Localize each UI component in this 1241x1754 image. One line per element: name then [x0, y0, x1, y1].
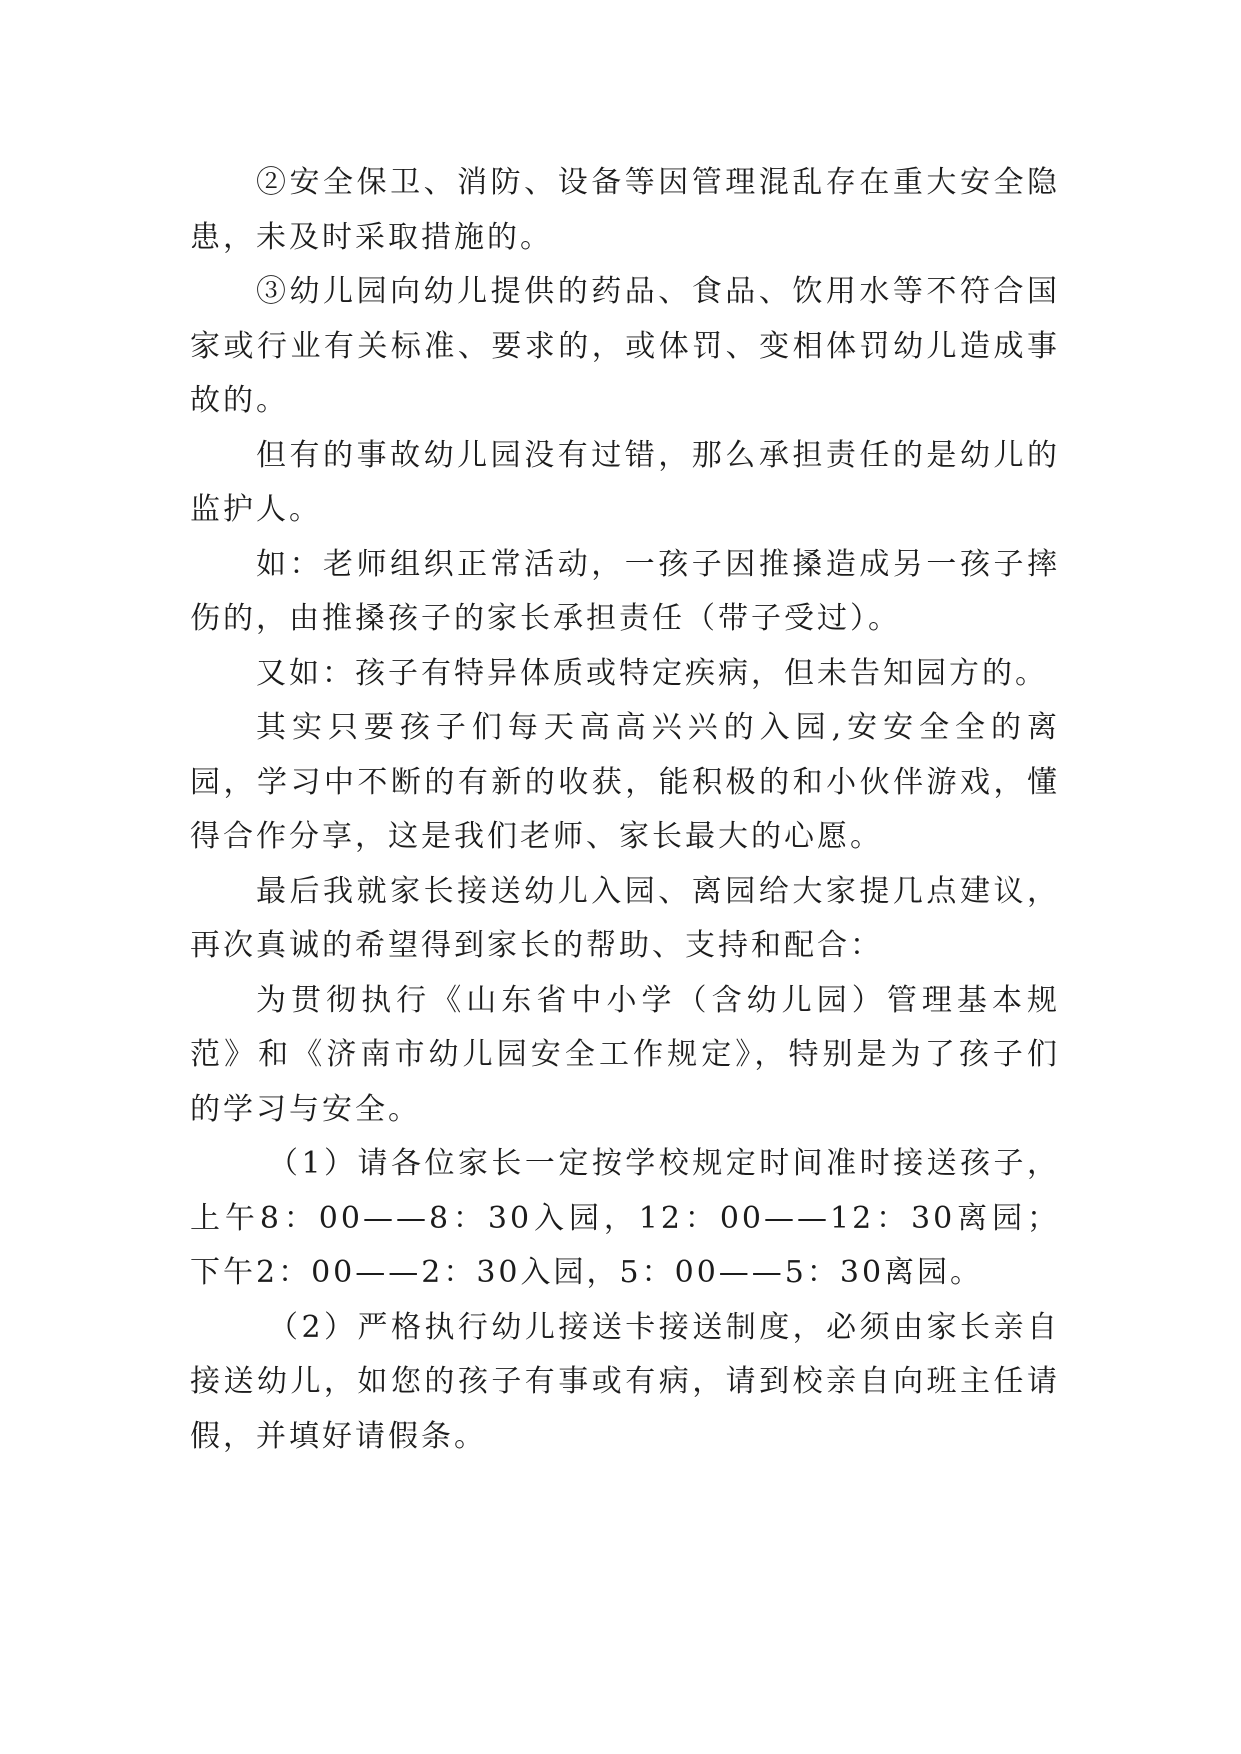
- paragraph-suggestions-intro: 最后我就家长接送幼儿入园、离园给大家提几点建议，再次真诚的希望得到家长的帮助、支持和配合：: [190, 873, 1060, 963]
- paragraph-wish: 其实只要孩子们每天高高兴兴的入园,安安全全的离园，学习中不断的有新的收获，能积极的和小伙伴游戏，懂得合作分享，这是我们老师、家长最大的心愿。: [190, 710, 1060, 854]
- paragraph-example-one: 如：老师组织正常活动，一孩子因推搡造成另一孩子摔伤的，由推搡孩子的家长承担责任（带子受过）。: [190, 546, 1060, 636]
- paragraph-rule-two: （2）严格执行幼儿接送卡接送制度，必须由家长亲自接送幼儿，如您的孩子有事或有病，请到校亲自向班主任请假，并填好请假条。: [190, 1309, 1060, 1454]
- paragraph-guardian-liability: 但有的事故幼儿园没有过错，那么承担责任的是幼儿的监护人。: [190, 437, 1060, 527]
- document-body: [190, 156, 1060, 1464]
- paragraph-safety-hazard: ②安全保卫、消防、设备等因管理混乱存在重大安全隐患，未及时采取措施的。: [190, 165, 1060, 255]
- paragraph-rule-one: （1）请各位家长一定按学校规定时间准时接送孩子，上午8：00——8：30入园，12：00——12：30离园；下午2：00——2：30入园，5：00——5：30离园。: [190, 1146, 1060, 1290]
- paragraph-food-standards: ③幼儿园向幼儿提供的药品、食品、饮用水等不符合国家或行业有关标准、要求的，或体罚、变相体罚幼儿造成事故的。: [190, 274, 1060, 418]
- paragraph-example-two: 又如：孩子有特异体质或特定疾病，但未告知园方的。: [256, 655, 1048, 691]
- paragraph-regulations: 为贯彻执行《山东省中小学（含幼儿园）管理基本规范》和《济南市幼儿园安全工作规定》，特别是为了孩子们的学习与安全。: [190, 982, 1060, 1127]
